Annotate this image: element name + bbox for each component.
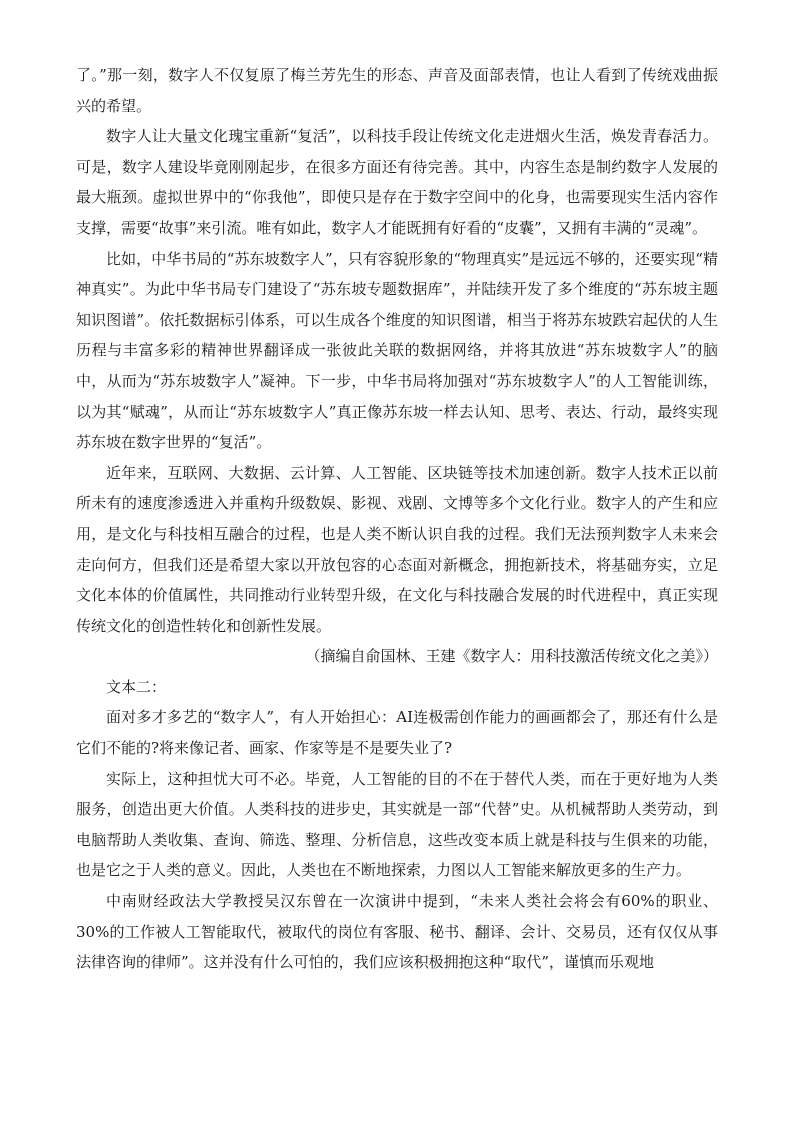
paragraph: 比如，中华书局的“苏东坡数字人”，只有容貌形象的“物理真实”是远远不够的，还要实现“精神真实”。为此中华书局专门建设了“苏东坡专题数据库”，并陆续开发了多个维度的“苏东坡主题知识图谱”。依托数据标引体系，可以生成各个维度的知识图谱，相当于将苏东坡跌宕起伏的人生历程与丰富多彩的精神世界翻译成一张彼此关联的数据网络，并将其放进“苏东坡数字人”的脑中，从而为“苏东坡数字人”凝神。下一步，中华书局将加强对“苏东坡数字人”的人工智能训练，以为其“赋魂”，从而让“苏东坡数字人”真正像苏东坡一样去认知、思考、表达、行动，最终实现苏东坡在数字世界的“复活”。	[76, 249, 718, 452]
source-citation: （摘编自俞国林、王建《数字人：用科技激活传统文化之美》）	[305, 647, 718, 666]
paragraph: 实际上，这种担忧大可不必。毕竟，人工智能的目的不在于替代人类，而在于更好地为人类服务，创造出更大价值。人类科技的进步史，其实就是一部“代替”史。从机械帮助人类劳动，到电脑帮助人类收集、查询、筛选、整理、分析信息，这些改变本质上就是科技与生俱来的功能，也是它之于人类的意义。因此，人类也在不断地探索，力图以人工智能来解放更多的生产力。	[76, 769, 718, 880]
paragraph: 数字人让大量文化瑰宝重新“复活”，以科技手段让传统文化走进烟火生活，焕发青春活力。可是，数字人建设毕竟刚刚起步，在很多方面还有待完善。其中，内容生态是制约数字人发展的最大瓶颈。虚拟世界中的“你我他”，即使只是存在于数字空间中的化身，也需要现实生活内容作支撑，需要“故事”来引流。唯有如此，数字人才能既拥有好看的“皮囊”，又拥有丰满的“灵魂”。	[76, 127, 718, 237]
document-body	[76, 60, 718, 978]
section-heading: 文本二：	[106, 677, 167, 696]
paragraph: 面对多才多艺的“数字人”，有人开始担心：AI连极需创作能力的画画都会了，那还有什么是它们不能的?将来像记者、画家、作家等是不是要失业了?	[76, 708, 718, 758]
paragraph-continuation: 了。”那一刻，数字人不仅复原了梅兰芳先生的形态、声音及面部表情，也让人看到了传统戏曲振兴的希望。	[76, 66, 718, 115]
paragraph: 近年来，互联网、大数据、云计算、人工智能、区块链等技术加速创新。数字人技术正以前所未有的速度渗透进入并重构升级数娱、影视、戏剧、文博等多个文化行业。数字人的产生和应用，是文化与科技相互融合的过程，也是人类不断认识自我的过程。我们无法预判数字人未来会走向何方，但我们还是希望大家以开放包容的心态面对新概念，拥抱新技术，将基础夯实，立足文化本体的价值属性，共同推动行业转型升级，在文化与科技融合发展的时代进程中，真正实现传统文化的创造性转化和创新性发展。	[76, 463, 718, 635]
paragraph: 中南财经政法大学教授吴汉东曾在一次演讲中提到，“未来人类社会将会有60%的职业、30%的工作被人工智能取代，被取代的岗位有客服、秘书、翻译、会计、交易员，还有仅仅从事法律咨询的律师”。这并没有什么可怕的，我们应该积极拥抱这种“取代”，谨慎而乐观地	[76, 892, 718, 972]
